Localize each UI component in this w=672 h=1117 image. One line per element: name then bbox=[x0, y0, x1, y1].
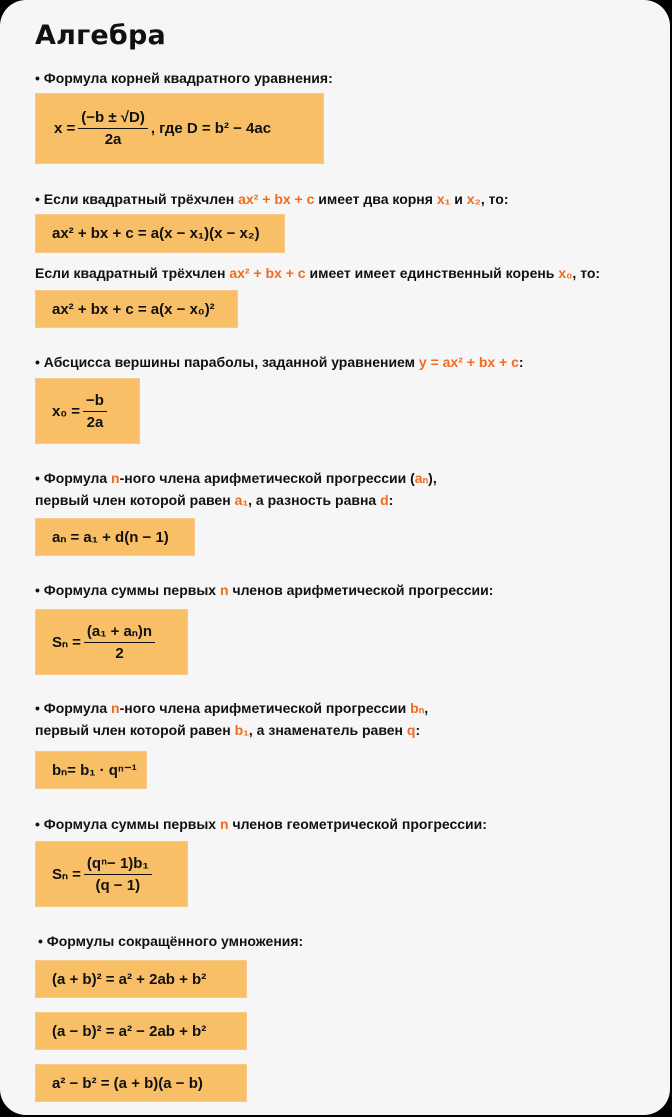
section-label-line2: первый член которой равен a₁, а разность равна d: bbox=[35, 492, 394, 508]
page-title: Алгебра bbox=[35, 20, 166, 51]
section-label: • Формула корней квадратного уравнения: bbox=[35, 70, 333, 86]
section-label: • Формула n-ного члена арифметической прогрессии bₙ, bbox=[35, 700, 429, 716]
formula-box: a² − b² = (a + b)(a − b) bbox=[35, 1064, 247, 1102]
formula-box: Sₙ = $\frac{\text{(a₁ + aₙ)n}}{2}$ bbox=[35, 609, 188, 675]
formula-box: x = $\frac{(-b \pm √D)}{2a}$ , где D = b² − 4ac bbox=[35, 93, 324, 164]
section-label: • Формула n-ного члена арифметической прогрессии (aₙ), bbox=[35, 470, 437, 486]
formula-box: Sₙ = $\frac{\text{(qⁿ− 1)b₁}}{(q - 1)}$ bbox=[35, 841, 188, 907]
formula-box: aₙ = a₁ + d(n − 1) bbox=[35, 518, 195, 556]
formula-box: (a + b)² = a² + 2ab + b² bbox=[35, 960, 247, 998]
section-label: • Если квадратный трёхчлен ax² + bx + c имеет два корня x₁ и x₂, то: bbox=[35, 191, 509, 207]
formula-box: bₙ= b₁ · qⁿ⁻¹ bbox=[35, 751, 147, 789]
section-label: • Формулы сокращённого умножения: bbox=[38, 933, 304, 949]
section-label: • Формула суммы первых n членов геометрической прогрессии: bbox=[35, 816, 487, 832]
section-label: • Абсцисса вершины параболы, заданной уравнением y = ax² + bx + c: bbox=[35, 354, 524, 370]
formula-box: ax² + bx + c = a(x − x₁)(x − x₂) bbox=[35, 214, 285, 253]
section-label-line2: первый член которой равен b₁, а знаменатель равен q: bbox=[35, 722, 421, 738]
formula-box: (a − b)² = a² − 2ab + b² bbox=[35, 1012, 247, 1050]
formula-box: x₀ = $\frac{-b}{2a}$ bbox=[35, 378, 140, 444]
section-label: • Формула суммы первых n членов арифметической прогрессии: bbox=[35, 582, 494, 598]
formula-box: ax² + bx + c = a(x − x₀)² bbox=[35, 290, 238, 328]
section-label: Если квадратный трёхчлен ax² + bx + c имеет имеет единственный корень x₀, то: bbox=[35, 265, 601, 281]
